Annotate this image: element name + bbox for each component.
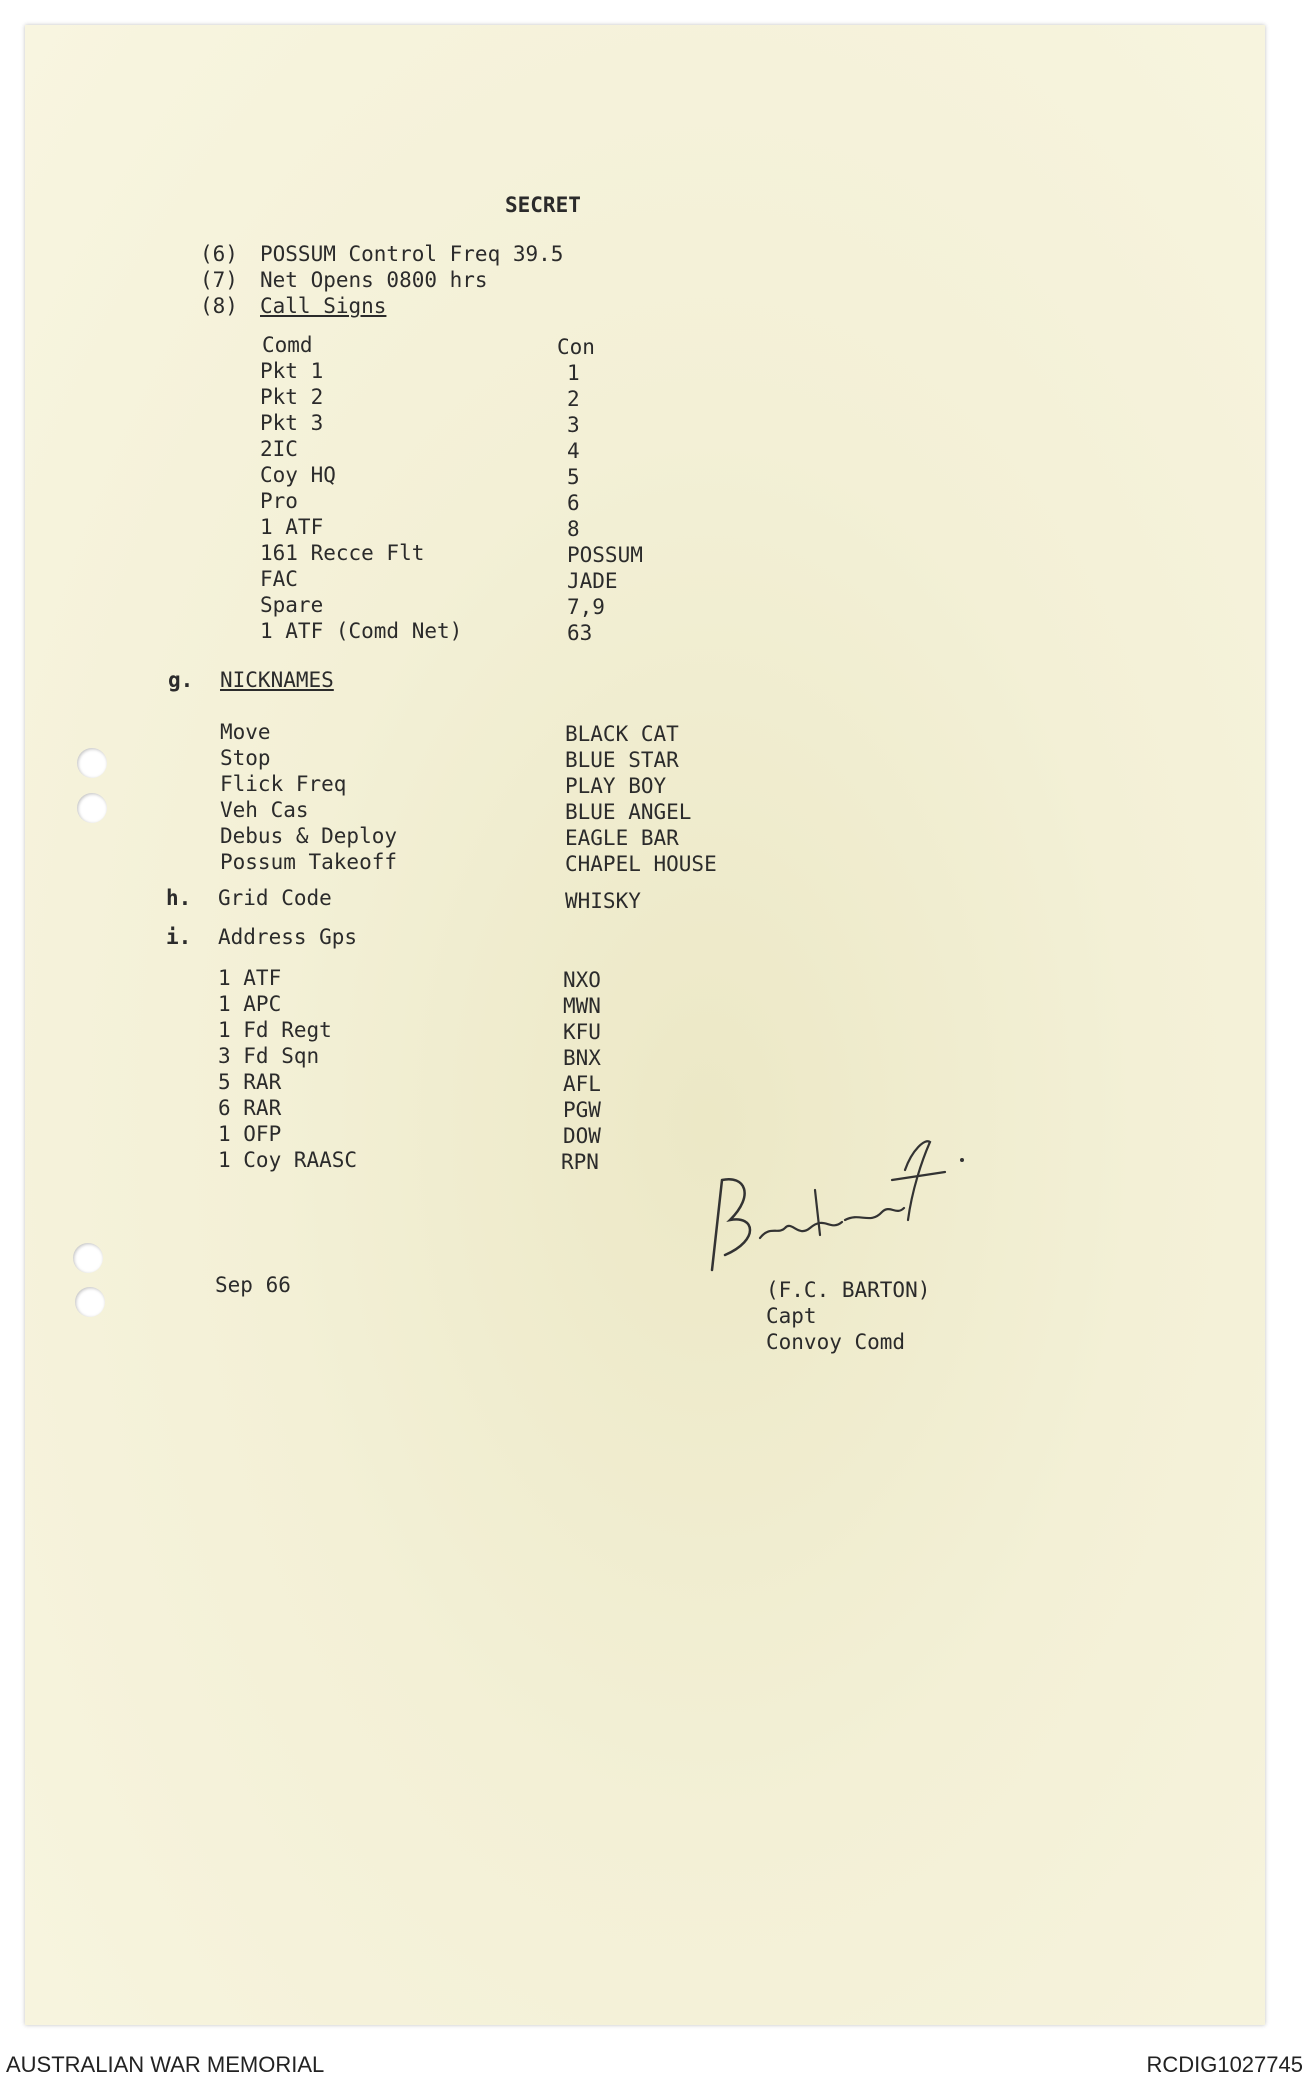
address-label: 5 RAR — [218, 1070, 282, 1094]
address-value: AFL — [563, 1072, 601, 1096]
section-heading: NICKNAMES — [220, 668, 334, 692]
address-value: BNX — [563, 1046, 601, 1070]
nickname-label: Stop — [220, 746, 271, 770]
call-sign-value: 8 — [567, 517, 580, 541]
address-label: 3 Fd Sqn — [218, 1044, 320, 1068]
signatory-role: Convoy Comd — [766, 1330, 906, 1354]
address-value: MWN — [563, 994, 601, 1018]
call-sign-label: 1 ATF (Comd Net) — [260, 619, 463, 643]
item-text: Net Opens 0800 hrs — [260, 268, 488, 292]
call-sign-value: 7,9 — [567, 595, 605, 619]
grid-code-label: Grid Code — [218, 886, 332, 910]
call-sign-label: Pkt 3 — [260, 411, 324, 435]
address-label: 1 APC — [218, 992, 282, 1016]
nickname-value: EAGLE BAR — [565, 826, 679, 850]
call-sign-label: Coy HQ — [260, 463, 336, 487]
call-sign-value: 1 — [567, 361, 580, 385]
punch-hole — [75, 1287, 105, 1317]
address-value: PGW — [563, 1098, 601, 1122]
address-value: RPN — [561, 1150, 599, 1174]
item-number: (6) — [200, 242, 238, 266]
address-label: 6 RAR — [218, 1096, 282, 1120]
call-sign-value: 3 — [567, 413, 580, 437]
call-sign-label: 2IC — [260, 437, 298, 461]
nickname-value: PLAY BOY — [565, 774, 667, 798]
call-sign-label: 161 Recce Flt — [260, 541, 425, 565]
punch-hole — [73, 1243, 103, 1273]
punch-hole — [77, 748, 107, 778]
nickname-label: Flick Freq — [220, 772, 347, 796]
section-letter: h. — [166, 886, 192, 910]
document-date: Sep 66 — [215, 1273, 291, 1297]
call-sign-label: FAC — [260, 567, 298, 591]
nickname-label: Possum Takeoff — [220, 850, 398, 874]
call-sign-value: JADE — [567, 569, 618, 593]
address-label: 1 ATF — [218, 966, 282, 990]
call-sign-value: 4 — [567, 439, 580, 463]
call-sign-label: Pkt 1 — [260, 359, 324, 383]
call-sign-value: 5 — [567, 465, 580, 489]
nickname-value: CHAPEL HOUSE — [565, 852, 717, 876]
signatory-rank: Capt — [766, 1304, 817, 1328]
section-letter: g. — [168, 668, 194, 692]
address-label: 1 OFP — [218, 1122, 282, 1146]
item-number: (7) — [200, 268, 238, 292]
nickname-label: Move — [220, 720, 271, 744]
document-page — [25, 25, 1265, 2025]
address-value: KFU — [563, 1020, 601, 1044]
call-sign-label: Pkt 2 — [260, 385, 324, 409]
handwritten-signature — [700, 1120, 980, 1280]
call-sign-label: 1 ATF — [260, 515, 324, 539]
nickname-label: Debus & Deploy — [220, 824, 398, 848]
nickname-value: BLACK CAT — [565, 722, 679, 746]
section-heading: Address Gps — [218, 925, 358, 949]
archive-id: RCDIG1027745 — [1146, 2052, 1303, 2077]
address-label: 1 Coy RAASC — [218, 1148, 358, 1172]
address-value: NXO — [563, 968, 601, 992]
nickname-value: BLUE ANGEL — [565, 800, 692, 824]
address-label: 1 Fd Regt — [218, 1018, 332, 1042]
call-sign-value: 6 — [567, 491, 580, 515]
nickname-label: Veh Cas — [220, 798, 309, 822]
call-sign-label: Spare — [260, 593, 324, 617]
signatory-name: (F.C. BARTON) — [766, 1278, 931, 1302]
call-sign-value: Con — [557, 335, 595, 359]
call-sign-value: 63 — [567, 621, 593, 645]
address-value: DOW — [563, 1124, 601, 1148]
classification-marking: SECRET — [505, 193, 581, 217]
grid-code-value: WHISKY — [565, 889, 641, 913]
call-sign-value: 2 — [567, 387, 580, 411]
section-letter: i. — [166, 925, 192, 949]
item-text: Call Signs — [260, 294, 387, 318]
punch-hole — [77, 793, 107, 823]
nickname-value: BLUE STAR — [565, 748, 679, 772]
call-sign-label: Comd — [262, 333, 313, 357]
call-sign-value: POSSUM — [567, 543, 643, 567]
archive-credit: AUSTRALIAN WAR MEMORIAL — [6, 2052, 325, 2077]
item-number: (8) — [200, 294, 238, 318]
item-text: POSSUM Control Freq 39.5 — [260, 242, 564, 266]
call-sign-label: Pro — [260, 489, 298, 513]
